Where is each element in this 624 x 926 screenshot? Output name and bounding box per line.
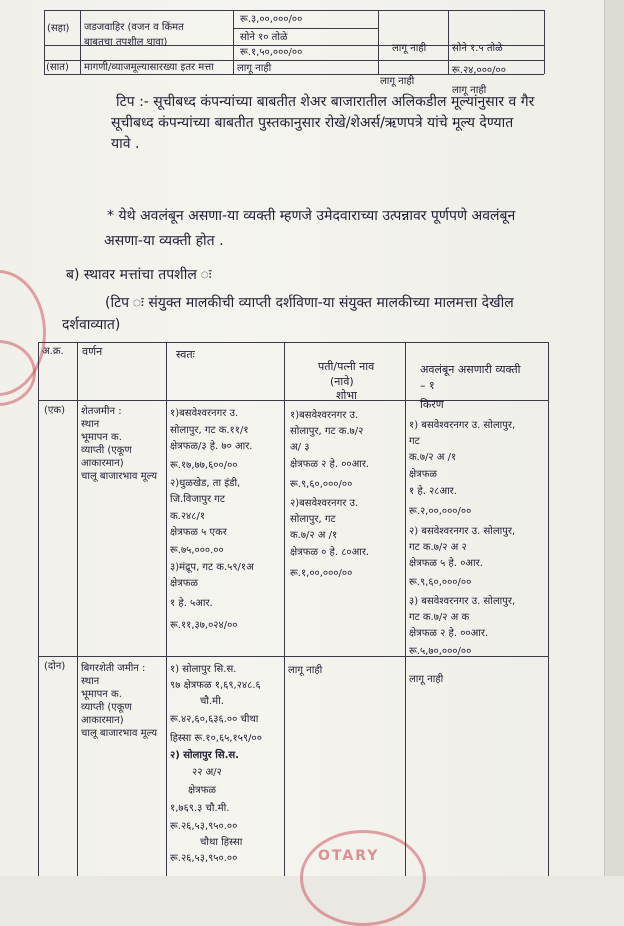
row-description: शेतजमीन : स्थान भूमापन क. व्याप्ती (एकूण आकारमान) चालू बाजारभाव मूल्य: [81, 406, 158, 482]
not-applicable-text: लागू नाही: [452, 85, 487, 96]
row-number: (सात): [46, 62, 69, 73]
section-tip: (टिप ः संयुक्त मालकीची व्याप्ती दर्शविणा-या संयुक्त मालकीच्या मालमत्ता देखील: [105, 295, 514, 311]
row-number: (एक): [44, 405, 66, 416]
header-spouse: पती/पत्नी नाव: [318, 360, 375, 373]
row-description: मागणी/व्याजमूल्यासारख्या इतर मत्ता: [84, 62, 214, 73]
not-applicable-text: लागू नाही: [392, 43, 427, 54]
not-applicable-text: लागू नाही: [409, 674, 444, 685]
page-edge: [604, 0, 624, 876]
gold-value: सोने १.५ तोळे: [452, 43, 503, 54]
row-description: बिगरशेती जमीन : स्थान भूमापन क. व्याप्ती (एकूण आकारमान) चालू बाजारभाव मूल्य: [81, 663, 158, 739]
section-heading: ब) स्थावर मत्तांचा तपशील ः: [66, 267, 212, 283]
row-number: (सहा): [47, 23, 70, 34]
gold-value: सोने १० तोळे: [240, 32, 288, 43]
dependent-holdings: १) बसवेश्वरनगर उ. सोलापुर, गट क.७/२ अ /१ क्षेत्रफळ १ हे. २८आर. रू.२,००,०००/०० २) बसवेश्वरनगर उ. सोलापुर, गट क.७/२ अ २ क्षेत्रफळ ५ हे. ०आर. रू.९,६०,०००/०० ३) बसवेश्वरनगर उ. सोलापुर, गट क.७/२ अ क क्षेत्रफळ २ हे. ००आर. रू.५,७०,०००/००: [409, 420, 516, 657]
not-applicable-text: लागू नाही: [288, 665, 323, 676]
header-dependent: अवलंबून असणारी व्यक्ती: [420, 363, 521, 376]
notary-stamp-text: OTARY: [318, 848, 380, 864]
header-spouse: (नावे): [330, 375, 354, 388]
not-applicable-text: लागू नाही: [380, 76, 415, 87]
header-dependent: – १: [420, 379, 435, 392]
header-serial: अ.क्र.: [42, 346, 64, 357]
amount-value: रू.१,५०,०००/००: [240, 47, 303, 58]
header-spouse-name: शोभा: [336, 389, 357, 402]
self-holdings: १) सोलापुर सि.स. ९७ क्षेत्रफळ १,६९,२४८.६ चौ.मी. रू.४२,६०,६३६.०० चीथा हिस्सा रू.१०,६५,१५९/०० २) सोलापुर सि.स. २२ अ/२ क्षेत्रफळ १,७६९.३ चौ.मी. रू.२६,५३,९५०.०० चौथा हिस्सा रू.२६,५३,९५०.००: [170, 664, 262, 864]
header-dependent-name: किरण: [420, 398, 444, 411]
row-description: बाबतचा तपशील धावा): [84, 37, 168, 48]
section-tip: दर्शवाव्यात): [62, 317, 121, 333]
self-holdings: १)बसवेश्वरनगर उ. सोलापुर, गट क.११/१ क्षेत्रफळ/३ हे. ७० आर. रू.१७,७७,६००/०० २)धुळखेड, ता इंडी, जि.विजापुर गट क.२४८/१ क्षेत्रफळ ५ एकर रू.७५,०००.०० ३)मंद्रूप, गट क.५९/१अ क्षेत्रफळ १ हे. ५आर. रू.११,३७,०२४/००: [170, 408, 254, 631]
row-description: जडजवाहिर (वजन व किंमत: [84, 22, 184, 33]
header-self: स्वतः: [176, 348, 195, 361]
header-description: वर्णन: [82, 345, 103, 358]
notary-stamp: [300, 830, 426, 926]
row-number: (दोन): [44, 661, 66, 672]
spouse-holdings: १)बसवेश्वरनगर उ. सोलापुर, गट क.७/२ अ/ ३ क्षेत्रफळ २ हे. ००आर. रू.९,६०,०००/०० २)बसवेश्वरनगर उ. सोलापुर, गट क.७/२ अ /१ क्षेत्रफळ ० हे. ८०आर. रू.१,००,०००/००: [290, 410, 370, 579]
not-applicable-text: लागू नाही: [237, 63, 272, 74]
amount-value: रू.३,००,०००/००: [240, 14, 303, 25]
amount-value: रू.२४,०००/००: [452, 65, 506, 76]
